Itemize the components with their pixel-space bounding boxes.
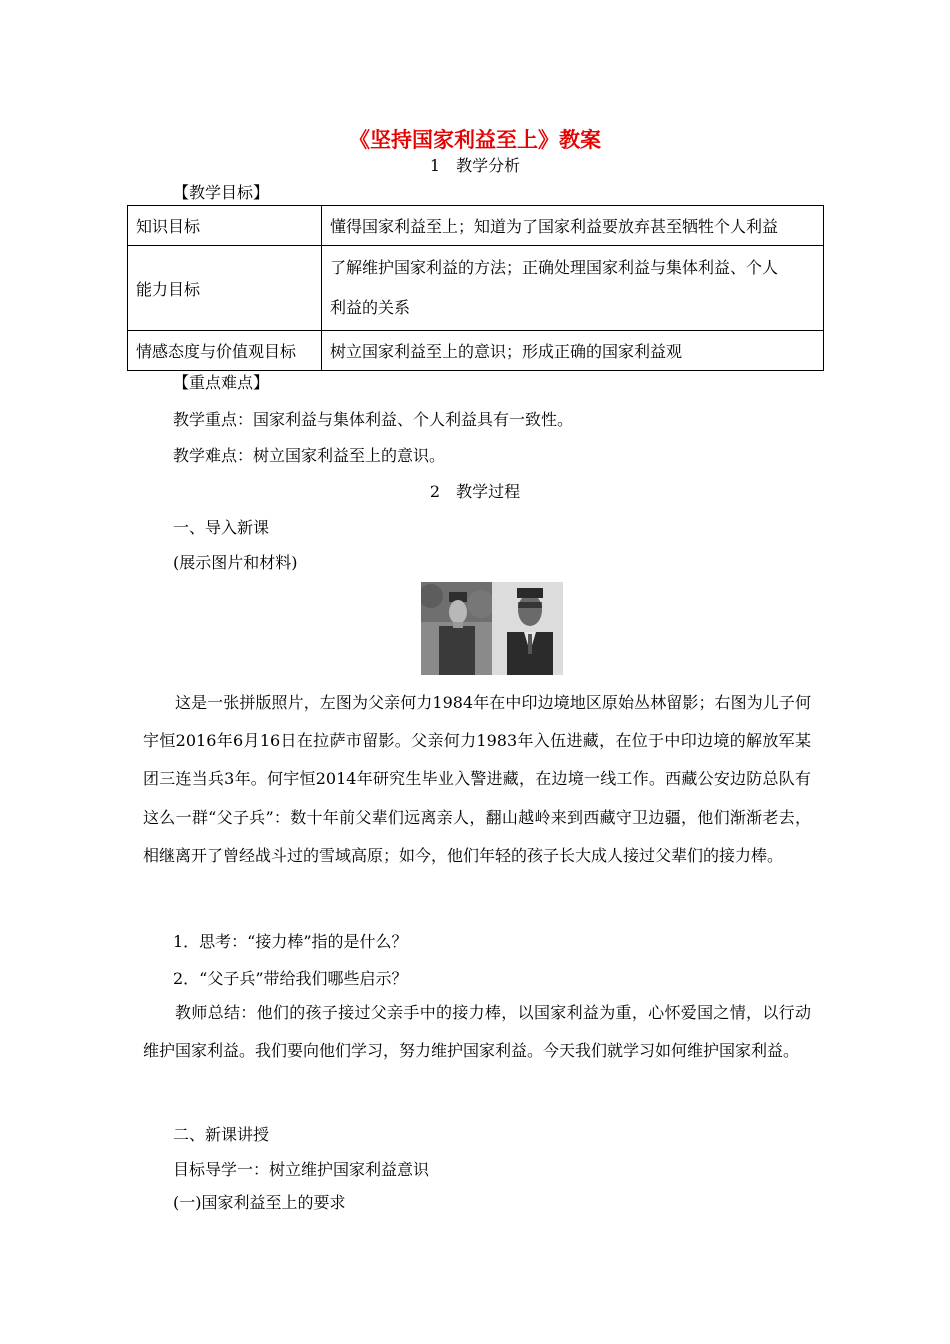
section-heading-analysis: 1 教学分析 [429, 156, 521, 175]
table-row [128, 331, 824, 371]
photo-description-paragraph: 这是一张拼版照片，左图为父亲何力1984年在中印边境地区原始丛林留影；右图为儿子何宇恒2016年6月16日在拉萨市留影。父亲何力1983年入伍进藏，在位于中印边境的解放军某团三连当兵3年。何宇恒2014年研究生毕业入警进藏，在边境一线工作。西藏公安边防总队有这么一群“父子兵”：数十年前父辈们远离亲人，翻山越岭来到西藏守卫边疆，他们渐渐老去，相继离开了曾经战斗过的雪域高原；如今，他们年轻的孩子长大成人接过父辈们的接力棒。 [143, 693, 811, 865]
difficult-point: 教学难点：树立国家利益至上的意识。 [173, 446, 446, 465]
goal-content-knowledge: 懂得国家利益至上；知道为了国家利益要放弃甚至牺牲个人利益 [322, 206, 824, 246]
table-row [128, 206, 824, 246]
goal-content-ability-line2: 利益的关系 [330, 298, 411, 317]
teaching-goals-table [127, 205, 824, 371]
table-row [128, 246, 824, 331]
intro-note: (展示图片和材料) [173, 553, 298, 572]
father-son-photo [421, 582, 563, 675]
question-2: 2．“父子兵”带给我们哪些启示？ [173, 969, 408, 988]
question-1: 1．思考：“接力棒”指的是什么？ [173, 932, 408, 951]
goal-label-emotion: 情感态度与价值观目标 [128, 331, 322, 371]
document-title: 《坚持国家利益至上》教案 [349, 128, 601, 152]
teacher-summary-paragraph: 教师总结：他们的孩子接过父亲手中的接力棒，以国家利益为重，心怀爱国之情，以行动维护国家利益。我们要向他们学习，努力维护国家利益。今天我们就学习如何维护国家利益。 [143, 1003, 811, 1061]
sub-heading-1: (一)国家利益至上的要求 [173, 1193, 346, 1212]
goal-guide-1: 目标导学一：树立维护国家利益意识 [173, 1160, 430, 1179]
goals-heading: 【教学目标】 [173, 183, 270, 202]
goal-label-knowledge: 知识目标 [128, 206, 322, 246]
intro-heading: 一、导入新课 [173, 518, 270, 537]
goal-content-emotion: 树立国家利益至上的意识；形成正确的国家利益观 [322, 331, 824, 371]
goal-content-ability [322, 246, 824, 331]
section-heading-process: 2 教学过程 [429, 482, 521, 501]
goal-label-ability: 能力目标 [128, 246, 322, 331]
new-lesson-heading: 二、新课讲授 [173, 1125, 270, 1144]
keypoints-heading: 【重点难点】 [173, 373, 270, 392]
key-point: 教学重点：国家利益与集体利益、个人利益具有一致性。 [173, 410, 574, 429]
goal-content-ability-line1: 了解维护国家利益的方法；正确处理国家利益与集体利益、个人 [330, 258, 779, 277]
